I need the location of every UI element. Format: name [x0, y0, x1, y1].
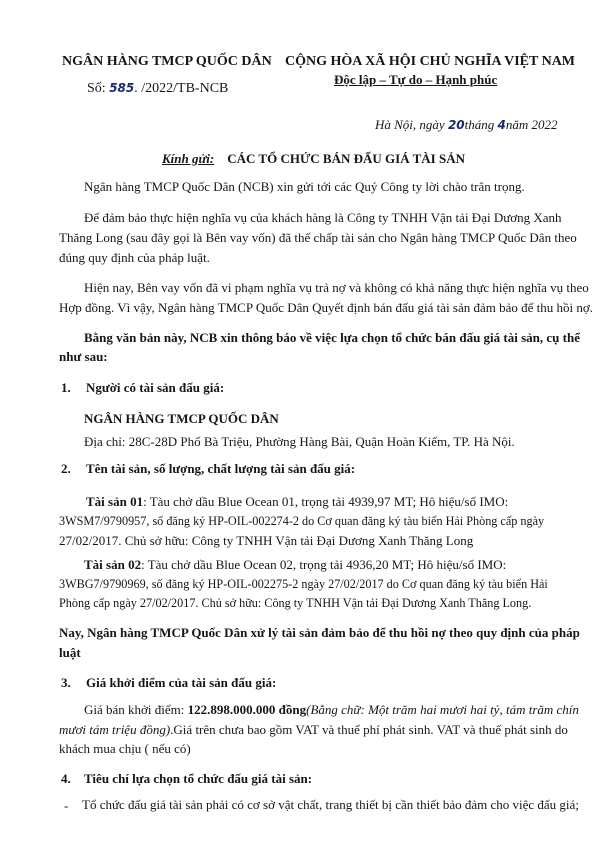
asset-2-line: [84, 557, 506, 573]
section-4-title: Tiêu chí lựa chọn tổ chức đấu giá tài sản:: [84, 771, 313, 786]
starting-price-line: [59, 722, 568, 738]
criteria-item: Tổ chức đấu giá tài sản phải có cơ sở vật chất, trang thiết bị cần thiết bảo đảm cho việc đấu giá;: [82, 797, 579, 812]
section-1-title: Người có tài sản đấu giá:: [86, 380, 225, 395]
asset-1-line: 27/02/2017. Chủ sở hữu: Công ty TNHH Vận tải Đại Dương Xanh Thăng Long: [59, 533, 474, 548]
starting-price-note: .Giá trên chưa bao gồm VAT và thuế phí phát sinh. VAT và thuế phát sinh do: [170, 722, 568, 737]
asset-2-line: 3WBG7/9790969, số đăng ký HP-OIL-002275-2 ngày 27/02/2017 do Cơ quan đăng ký tàu biển Hải: [59, 577, 548, 591]
section-4-number: 4.: [61, 771, 71, 786]
section-3-title: Giá khởi điểm của tài sản đấu giá:: [86, 675, 277, 690]
salutation-recipient: CÁC TỔ CHỨC BÁN ĐẤU GIÁ TÀI SẢN: [227, 151, 465, 166]
issue-date: [375, 117, 558, 133]
handwritten-document-number: 585: [109, 81, 135, 95]
collateral-paragraph-line: đúng quy định của pháp luật.: [59, 250, 210, 265]
asset-1-description: : Tàu chở dầu Blue Ocean 01, trọng tải 4939,97 MT; Hô hiệu/số IMO:: [143, 494, 509, 509]
handwritten-day: 20: [447, 118, 465, 132]
starting-price-in-words-end: mươi tám triệu đồng): [59, 722, 171, 737]
starting-price-line: [84, 702, 579, 718]
handwritten-month: 4: [497, 118, 506, 132]
default-paragraph-line: Hiện nay, Bên vay vốn đã vi phạm nghĩa vụ trả nợ và không có khả năng thực hiện nghĩa vụ theo: [84, 280, 589, 295]
intro-paragraph: Ngân hàng TMCP Quốc Dân (NCB) xin gửi tới các Quý Công ty lời chào trân trọng.: [84, 179, 525, 194]
list-bullet: -: [64, 798, 69, 813]
disposal-notice-line: Nay, Ngân hàng TMCP Quốc Dân xử lý tài sản đảm bảo để thu hồi nợ theo quy định của pháp: [59, 625, 580, 640]
asset-1-line: [86, 494, 508, 510]
asset-owner-address: Địa chỉ: 28C-28D Phố Bà Triệu, Phường Hàng Bài, Quận Hoàn Kiếm, TP. Hà Nội.: [84, 434, 515, 449]
starting-price-line: khách mua chịu ( nếu có): [59, 741, 191, 756]
section-3-number: 3.: [61, 675, 71, 690]
salutation-label: Kính gửi:: [162, 151, 215, 166]
collateral-paragraph-line: Thăng Long (sau đây gọi là Bên vay vốn) đã thế chấp tài sản cho Ngân hàng TMCP Quốc Dân theo: [59, 230, 577, 245]
notice-intro-line: Bằng văn bản này, NCB xin thông báo về việc lựa chọn tổ chức bán đấu giá tài sản, cụ thể: [84, 330, 580, 345]
starting-price-label: Giá bán khởi điểm:: [84, 702, 188, 717]
collateral-paragraph-line: Để đảm bảo thực hiện nghĩa vụ của khách hàng là Công ty TNHH Vận tải Đại Dương Xanh: [84, 210, 562, 225]
section-2-number: 2.: [61, 461, 71, 476]
asset-owner-name: NGÂN HÀNG TMCP QUỐC DÂN: [84, 411, 279, 426]
document-number-suffix: . /2022/TB-NCB: [134, 81, 229, 96]
national-title: CỘNG HÒA XÃ HỘI CHỦ NGHĨA VIỆT NAM: [285, 54, 576, 69]
document-number-label: Số:: [87, 81, 106, 96]
section-2-title: Tên tài sản, số lượng, chất lượng tài sản đấu giá:: [86, 461, 356, 476]
asset-2-line: Phòng cấp ngày 27/02/2017. Chủ sở hữu: Công ty TNHH Vận tải Đại Dương Xanh Thăng Long.: [59, 596, 532, 610]
date-prefix: Hà Nội, ngày: [375, 117, 445, 132]
section-1-number: 1.: [61, 380, 71, 395]
issuer-name: NGÂN HÀNG TMCP QUỐC DÂN: [62, 54, 272, 69]
asset-1-label: Tài sản 01: [86, 494, 144, 509]
document-number: [87, 81, 228, 97]
salutation: [162, 151, 465, 167]
notice-intro-line: như sau:: [59, 349, 108, 364]
asset-2-description: : Tàu chở dầu Blue Ocean 02, trọng tải 4936,20 MT; Hô hiệu/số IMO:: [141, 557, 507, 572]
starting-price-value: 122.898.000.000 đồng: [187, 702, 307, 717]
starting-price-in-words: (Bằng chữ: Một trăm hai mươi hai tỷ, tám trăm chín: [306, 702, 579, 717]
asset-1-line: 3WSM7/9790957, số đăng ký HP-OIL-002274-2 do Cơ quan đăng ký tàu biển Hải Phòng cấp ngày: [59, 514, 545, 528]
default-paragraph-line: Hợp đồng. Vì vậy, Ngân hàng TMCP Quốc Dân Quyết định bán đấu giá tài sản đảm bảo để thu hồi nợ.: [59, 300, 594, 315]
disposal-notice-line: luật: [59, 645, 81, 660]
date-month-label: tháng: [464, 117, 495, 132]
asset-2-label: Tài sản 02: [84, 557, 142, 572]
national-motto: Độc lập – Tự do – Hạnh phúc: [334, 72, 498, 87]
date-year: năm 2022: [505, 117, 558, 132]
